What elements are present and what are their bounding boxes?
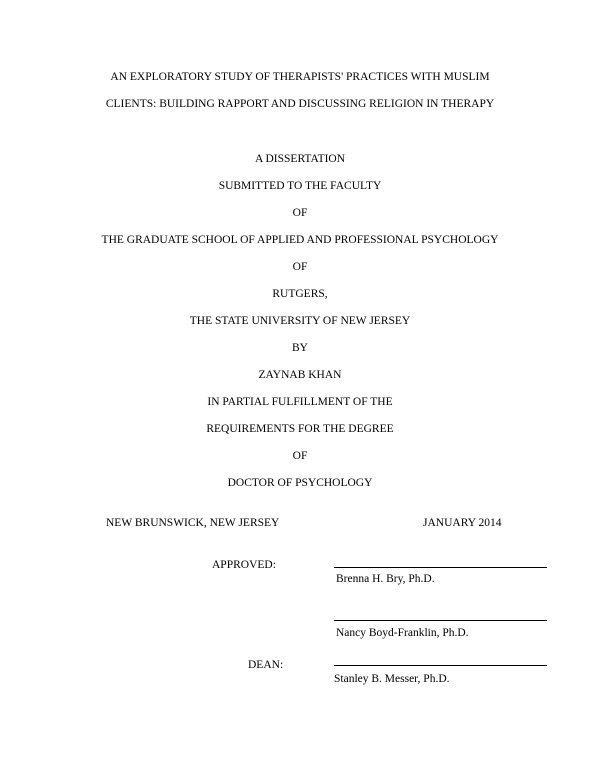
author-name: ZAYNAB KHAN <box>258 369 342 381</box>
partial-fulfillment-line: IN PARTIAL FULFILLMENT OF THE <box>207 396 393 408</box>
dean-label: DEAN: <box>248 659 284 671</box>
signature-line-2 <box>334 620 547 621</box>
university-name: RUTGERS, <box>272 288 328 300</box>
school-name: THE GRADUATE SCHOOL OF APPLIED AND PROFESSIONAL PSYCHOLOGY <box>101 234 499 246</box>
university-subtitle: THE STATE UNIVERSITY OF NEW JERSEY <box>189 315 411 327</box>
degree-name: DOCTOR OF PSYCHOLOGY <box>227 477 373 489</box>
signatory-1: Brenna H. Bry, Ph.D. <box>336 573 435 585</box>
title-line-1: AN EXPLORATORY STUDY OF THERAPISTS' PRACTICES WITH MUSLIM <box>110 71 490 83</box>
submitted-line: SUBMITTED TO THE FACULTY <box>218 180 382 192</box>
signatory-2: Nancy Boyd-Franklin, Ph.D. <box>336 627 469 639</box>
of-line-2: OF <box>292 261 308 273</box>
location: NEW BRUNSWICK, NEW JERSEY <box>106 517 280 529</box>
dissertation-label: A DISSERTATION <box>254 153 346 165</box>
signature-line-1 <box>334 567 547 568</box>
title-line-2: CLIENTS: BUILDING RAPPORT AND DISCUSSING RELIGION IN THERAPY <box>105 98 495 110</box>
signature-line-3 <box>334 665 547 666</box>
approved-label: APPROVED: <box>212 559 276 571</box>
by-line: BY <box>292 342 308 354</box>
requirements-line: REQUIREMENTS FOR THE DEGREE <box>206 423 394 435</box>
of-line-1: OF <box>292 207 308 219</box>
signatory-3: Stanley B. Messer, Ph.D. <box>334 673 450 685</box>
date: JANUARY 2014 <box>423 517 502 529</box>
of-line-3: OF <box>292 450 308 462</box>
